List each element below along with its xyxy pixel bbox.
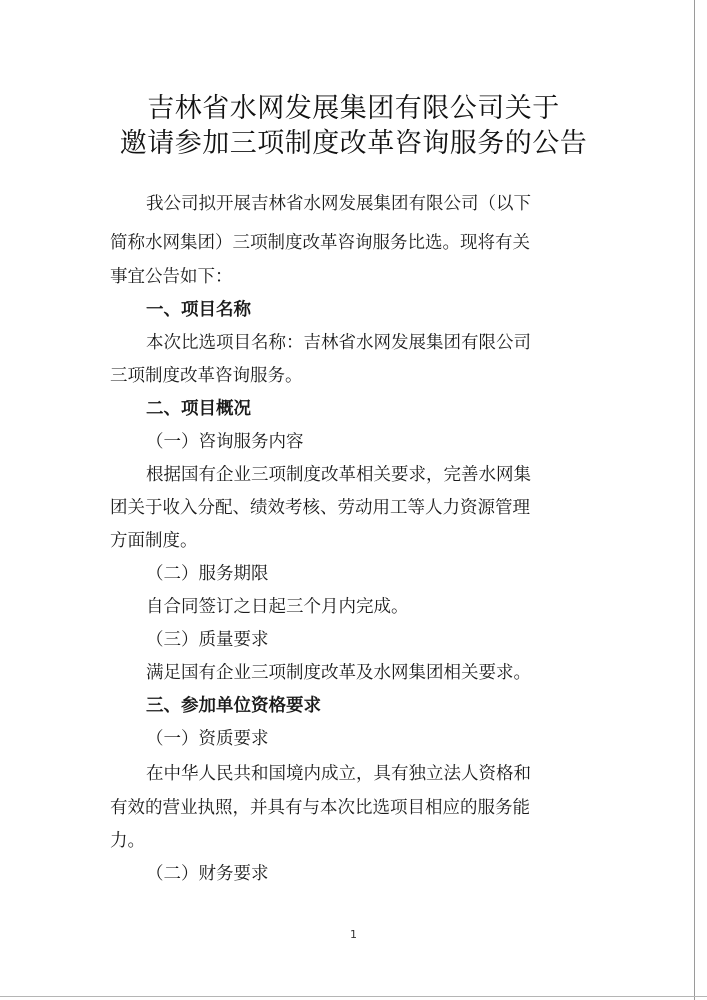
paragraph-line: 在中华人民共和国境内成立，具有独立法人资格和 xyxy=(146,764,531,784)
subsection-heading: （一）资质要求 xyxy=(146,729,269,749)
document-title-line-1: 吉林省水网发展集团有限公司关于 xyxy=(147,93,560,124)
subsection-heading: （二）服务期限 xyxy=(146,564,269,584)
paragraph-line: 满足国有企业三项制度改革及水网集团相关要求。 xyxy=(146,663,531,683)
paragraph-line: 自合同签订之日起三个月内完成。 xyxy=(146,597,409,617)
section-heading-2: 二、项目概况 xyxy=(146,399,251,419)
intro-line-3: 事宜公告如下： xyxy=(110,267,233,287)
section-heading-1: 一、项目名称 xyxy=(146,300,251,320)
intro-line-2: 简称水网集团）三项制度改革咨询服务比选。现将有关 xyxy=(110,233,530,253)
paragraph-line: 三项制度改革咨询服务。 xyxy=(110,366,303,386)
section-heading-3: 三、参加单位资格要求 xyxy=(146,696,321,716)
paragraph-line: 团关于收入分配、绩效考核、劳动用工等人力资源管理 xyxy=(110,498,530,518)
page-bottom-line xyxy=(0,996,707,997)
subsection-heading: （一）咨询服务内容 xyxy=(146,432,304,452)
paragraph-line: 力。 xyxy=(110,831,145,851)
paragraph-line: 本次比选项目名称：吉林省水网发展集团有限公司 xyxy=(146,333,531,353)
subsection-heading: （三）质量要求 xyxy=(146,630,269,650)
intro-line-1: 我公司拟开展吉林省水网发展集团有限公司（以下 xyxy=(146,194,531,214)
paragraph-line: 根据国有企业三项制度改革相关要求，完善水网集 xyxy=(146,465,531,485)
subsection-heading: （二）财务要求 xyxy=(146,864,269,884)
paragraph-line: 方面制度。 xyxy=(110,531,198,551)
document-title-line-2: 邀请参加三项制度改革咨询服务的公告 xyxy=(119,128,588,159)
paragraph-line: 有效的营业执照，并具有与本次比选项目相应的服务能 xyxy=(110,798,530,818)
page-number: 1 xyxy=(350,928,357,941)
